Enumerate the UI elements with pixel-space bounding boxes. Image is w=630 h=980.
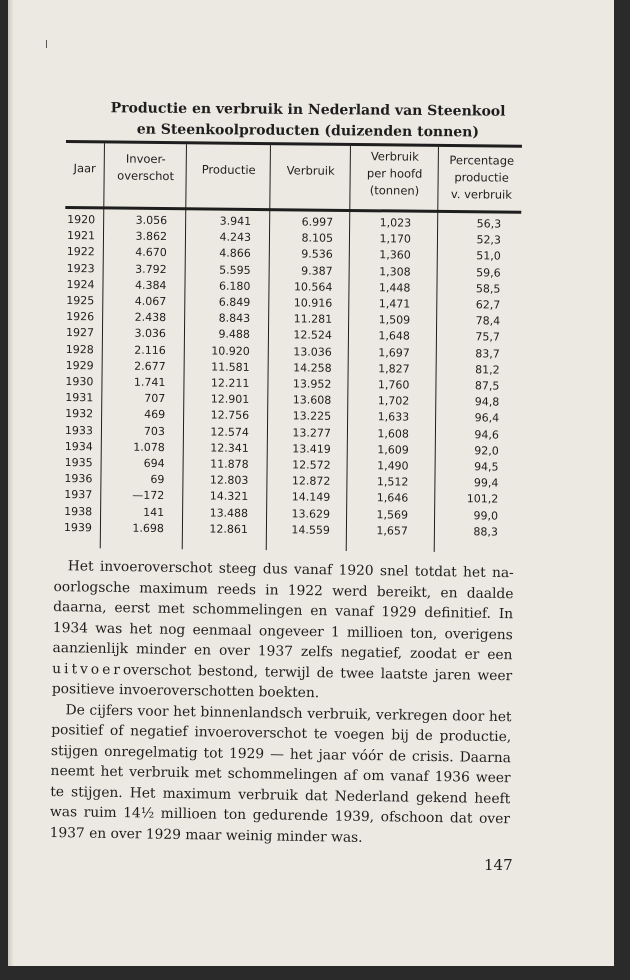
import-surplus-cell: 1.698: [132, 521, 165, 535]
year-cell: 1933: [64, 423, 94, 437]
consumption-cell: 9.536: [301, 247, 333, 262]
column-consumption: [268, 214, 333, 539]
per-capita-cell: 1,702: [377, 394, 410, 408]
year-cell: 1939: [63, 520, 93, 535]
production-cell: 12.574: [210, 425, 250, 439]
consumption-cell: 14.559: [291, 523, 330, 537]
percentage-cell: 51,0: [476, 249, 501, 263]
percentage-cell: 99,0: [473, 508, 499, 523]
header-per-capita: Verbruik per hoofd (tonnen): [366, 149, 423, 198]
header-consumption: Verbruik: [286, 163, 335, 178]
consumption-cell: 13.225: [292, 409, 332, 424]
production-cell: 6.180: [218, 279, 251, 293]
production-cell: 12.756: [210, 408, 250, 423]
paragraph-2: De cijfers voor het binnenlandsch verbruik, verkregen door het positief of negatief invoeroverschot te voegen bij de productie, stijgen onregelmatig tot 1929 — het jaar vóór de crisis. Daarna neemt het verbruik met schommelingen af om vanaf 1936 weer te stijgen. Het maximum verbruik dat Nederland gekend heeft was ruim 14½ millioen ton gedurende 1939, ofschoon dat over 1937 en over 1929 maar weinig minder was.: [49, 701, 512, 846]
consumption-cell: 12.572: [292, 458, 331, 472]
consumption-cell: 6.997: [301, 215, 334, 229]
per-capita-cell: 1,448: [378, 281, 411, 295]
production-cell: 4.866: [219, 247, 251, 261]
consumption-cell: 13.608: [292, 393, 332, 408]
consumption-cell: 9.387: [301, 264, 333, 278]
per-capita-cell: 1,471: [378, 297, 411, 311]
import-surplus-cell: 3.792: [135, 262, 167, 276]
percentage-cell: 94,8: [474, 395, 500, 409]
page-gutter-shadow: [8, 0, 14, 966]
production-cell: 11.878: [210, 457, 249, 471]
per-capita-cell: 1,308: [379, 264, 411, 279]
production-cell: 12.803: [209, 473, 249, 488]
percentage-cell: 88,3: [473, 525, 498, 539]
column-per-capita: [348, 215, 411, 540]
consumption-cell: 11.281: [293, 312, 333, 327]
import-surplus-cell: 2.438: [134, 310, 167, 325]
consumption-cell: 13.036: [293, 345, 332, 359]
column-import-surplus: [102, 212, 167, 537]
year-cell: 1934: [64, 439, 93, 454]
per-capita-cell: 1,648: [378, 329, 411, 344]
column-year: [64, 212, 101, 536]
header-import-surplus: Invoer- overschot: [117, 151, 175, 184]
production-cell: 3.941: [219, 214, 252, 228]
year-cell: 1936: [64, 472, 93, 486]
import-surplus-cell: 1.078: [133, 440, 165, 454]
paragraph-1-part-b: overschot bestond, terwijl de twee laatste jaren weer positieve invoeroverschotten boekten.: [51, 661, 513, 702]
year-cell: 1928: [65, 342, 94, 356]
percentage-cell: 96,4: [474, 411, 500, 425]
import-surplus-cell: 3.036: [134, 327, 167, 341]
coal-table: [62, 140, 526, 557]
consumption-cell: 13.277: [292, 426, 332, 440]
per-capita-cell: 1,827: [378, 362, 410, 376]
percentage-cell: 81,2: [475, 363, 500, 377]
per-capita-cell: 1,170: [379, 232, 412, 246]
year-cell: 1920: [67, 213, 96, 227]
percentage-cell: 83,7: [475, 346, 500, 361]
page-number: 147: [484, 856, 513, 874]
column-production: [184, 213, 251, 538]
production-cell: 5.595: [219, 263, 251, 277]
import-surplus-cell: 3.056: [135, 213, 168, 228]
import-surplus-cell: 69: [150, 473, 165, 487]
year-cell: 1931: [65, 391, 94, 405]
paragraph-1-emphasis: uitvoer: [52, 660, 124, 678]
import-surplus-cell: 4.670: [135, 246, 167, 260]
year-cell: 1938: [64, 504, 93, 518]
production-cell: 12.341: [210, 441, 249, 455]
per-capita-cell: 1,023: [379, 216, 412, 230]
year-cell: 1927: [65, 326, 95, 340]
per-capita-cell: 1,608: [377, 426, 410, 441]
per-capita-cell: 1,657: [376, 524, 408, 538]
percentage-cell: 58,5: [475, 282, 501, 296]
paragraph-1-part-a: Het invoeroverschot steeg dus vanaf 1920 snel totdat het na-oorlogsche maximum reeds in 1922 werd bereikt, en daalde daarna, eerst met schommelingen en vanaf 1929 definitief. In 1934 was het nog eenmaal ongeveer 1 millioen ton, overigens aanzienlijk minder en over 1937 zelfs negatief, zoodat er een: [52, 558, 514, 664]
production-cell: 14.321: [209, 489, 249, 504]
per-capita-cell: 1,697: [378, 345, 410, 360]
year-cell: 1937: [64, 488, 93, 502]
percentage-cell: 101,2: [466, 492, 499, 506]
margin-mark: [46, 40, 47, 48]
per-capita-cell: 1,509: [378, 313, 411, 327]
import-surplus-cell: 703: [143, 424, 166, 438]
percentage-cell: 94,5: [474, 460, 499, 474]
consumption-cell: 14.258: [293, 361, 332, 375]
per-capita-cell: 1,633: [377, 410, 410, 425]
year-cell: 1930: [65, 375, 94, 389]
production-cell: 9.488: [218, 328, 251, 342]
percentage-cell: 92,0: [474, 444, 499, 458]
production-cell: 4.243: [219, 230, 252, 245]
percentage-cell: 56,3: [476, 217, 502, 231]
consumption-cell: 13.419: [292, 442, 331, 456]
percentage-cell: 99,4: [473, 476, 499, 490]
percentage-cell: 94,6: [474, 427, 500, 442]
year-cell: 1929: [65, 358, 94, 373]
percentage-cell: 52,3: [476, 233, 502, 247]
per-capita-cell: 1,569: [376, 507, 409, 522]
year-cell: 1925: [66, 294, 95, 308]
percentage-cell: 78,4: [475, 314, 501, 328]
consumption-cell: 12.524: [293, 328, 333, 343]
header-year: Jaar: [73, 161, 96, 176]
consumption-cell: 10.916: [293, 296, 333, 310]
import-surplus-cell: 4.384: [134, 278, 167, 292]
header-production: Productie: [201, 162, 256, 177]
production-cell: 12.861: [209, 522, 249, 536]
import-surplus-cell: —172: [132, 489, 165, 503]
consumption-cell: 14.149: [291, 490, 331, 505]
percentage-cell: 87,5: [474, 379, 500, 393]
import-surplus-cell: 694: [143, 456, 165, 471]
consumption-cell: 13.629: [291, 507, 331, 521]
production-cell: 12.211: [210, 376, 250, 390]
import-surplus-cell: 2.677: [134, 359, 166, 373]
year-cell: 1923: [66, 261, 95, 275]
import-surplus-cell: 2.116: [134, 343, 166, 357]
per-capita-cell: 1,760: [377, 378, 410, 392]
paragraph-1: [52, 556, 514, 707]
consumption-cell: 12.872: [291, 474, 331, 489]
production-cell: 11.581: [211, 360, 250, 374]
production-cell: 13.488: [209, 506, 249, 520]
import-surplus-cell: 141: [143, 505, 165, 519]
per-capita-cell: 1,609: [377, 443, 409, 457]
consumption-cell: 8.105: [301, 231, 334, 246]
percentage-cell: 62,7: [475, 298, 501, 312]
year-cell: 1935: [64, 456, 93, 470]
per-capita-cell: 1,512: [376, 475, 409, 489]
year-cell: 1922: [66, 245, 95, 259]
import-surplus-cell: 3.862: [135, 229, 168, 244]
table-title-line-1: Productie en verbruik in Nederland van Steenkool: [110, 100, 506, 120]
per-capita-cell: 1,490: [377, 459, 409, 473]
import-surplus-cell: 469: [144, 408, 166, 422]
per-capita-cell: 1,360: [379, 248, 411, 263]
column-percentage: [436, 216, 501, 541]
per-capita-cell: 1,646: [376, 491, 409, 506]
consumption-cell: 13.952: [292, 377, 332, 391]
year-cell: 1932: [65, 407, 94, 421]
production-cell: 6.849: [218, 295, 251, 309]
percentage-cell: 75,7: [475, 330, 501, 344]
year-cell: 1926: [66, 310, 95, 324]
consumption-cell: 10.564: [293, 280, 333, 294]
percentage-cell: 59,6: [476, 265, 501, 280]
table-title-line-2: en Steenkoolproducten (duizenden tonnen): [136, 121, 480, 141]
import-surplus-cell: 707: [144, 392, 166, 406]
table-title: [68, 98, 548, 144]
import-surplus-cell: 1.741: [133, 375, 166, 390]
import-surplus-cell: 4.067: [134, 294, 167, 309]
production-cell: 10.920: [211, 344, 250, 358]
production-cell: 12.901: [210, 392, 250, 407]
body-text: [49, 556, 513, 850]
book-page: [8, 0, 614, 966]
year-cell: 1924: [66, 277, 95, 292]
year-cell: 1921: [66, 229, 96, 243]
header-percentage: Percentage productie v. verbruik: [449, 153, 515, 202]
production-cell: 8.843: [218, 311, 251, 326]
